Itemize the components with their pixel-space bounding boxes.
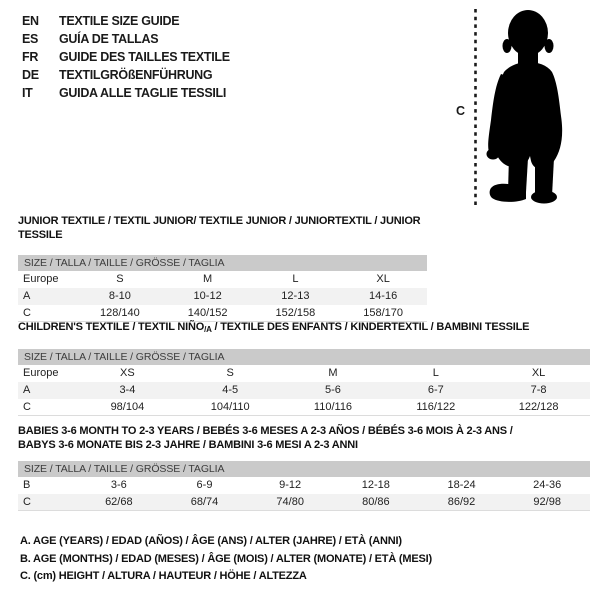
height-cell: 74/80: [276, 496, 304, 508]
size-header-bar: SIZE / TALLA / TAILLE / GRÖSSE / TAGLIA: [18, 461, 590, 477]
guide-title-it: GUIDA ALLE TAGLIE TESSILI: [59, 86, 227, 100]
age-cell: 8-10: [108, 290, 131, 302]
childrens-textile-table: [18, 320, 590, 416]
language-code: DE: [22, 68, 39, 82]
babies-textile-table: [18, 424, 590, 511]
junior-textile-table: [18, 214, 427, 322]
age-cell: 4-5: [222, 384, 239, 396]
row-label: Europe: [23, 367, 59, 379]
row-label: C: [23, 307, 31, 319]
guide-title-es: GUÍA DE TALLAS: [59, 32, 159, 46]
table-row-europe: [18, 271, 427, 288]
note-age-months: B. AGE (MONTHS) / EDAD (MESES) / ÂGE (MOIS) / ALTER (MONATE) / ETÀ (MESI): [20, 552, 432, 565]
size-cell: M: [328, 367, 338, 379]
language-code: EN: [22, 14, 39, 28]
row-label: A: [23, 290, 31, 302]
guide-title-de: TEXTILGRÖßENFÜHRUNG: [59, 68, 213, 82]
language-code: ES: [22, 32, 39, 46]
size-cell: XS: [120, 367, 135, 379]
guide-title-en: TEXTILE SIZE GUIDE: [59, 14, 180, 28]
table-row-age: [18, 382, 590, 399]
language-code: IT: [22, 86, 33, 100]
age-cell: 12-18: [361, 479, 390, 491]
table-row-age-months: [18, 477, 590, 494]
toddler-silhouette-icon: [484, 8, 568, 206]
note-height-cm: C. (cm) HEIGHT / ALTURA / HAUTEUR / HÖHE / ALTEZZA: [20, 570, 307, 582]
age-cell: 3-4: [119, 384, 136, 396]
language-code: FR: [22, 50, 39, 64]
language-row-en: [22, 12, 230, 30]
height-cell: 62/68: [105, 496, 133, 508]
note-age-years: A. AGE (YEARS) / EDAD (AÑOS) / ÂGE (ANS) / ALTER (JAHRE) / ETÀ (ANNI): [20, 535, 402, 547]
age-cell: 24-36: [533, 479, 562, 491]
age-cell: 5-6: [325, 384, 341, 396]
language-row-es: [22, 30, 230, 48]
babies-table-title-line2: BABYS 3-6 MONATE BIS 2-3 JAHRE / BAMBINI 3-6 MESI A 2-3 ANNI: [18, 439, 358, 451]
table-row-height: [18, 494, 590, 511]
title-part: / TEXTILE DES ENFANTS / KINDERTEXTIL / BAMBINI TESSILE: [211, 321, 530, 333]
row-label: B: [23, 479, 31, 491]
size-cell: M: [203, 273, 213, 285]
height-cell: 104/110: [210, 401, 250, 413]
title-subscript: /A: [204, 325, 212, 334]
age-cell: 12-13: [281, 290, 310, 302]
height-measure-dashed-line-icon: [473, 8, 478, 210]
row-label: A: [23, 384, 31, 396]
size-cell: XL: [531, 367, 546, 379]
age-cell: 18-24: [447, 479, 476, 491]
guide-title-fr: GUIDE DES TAILLES TEXTILE: [59, 50, 230, 64]
row-label: C: [23, 496, 31, 508]
size-cell: L: [292, 273, 299, 285]
table-row-height: [18, 399, 590, 416]
row-label: C: [23, 401, 31, 413]
height-cell: 152/158: [275, 307, 316, 319]
age-cell: 10-12: [193, 290, 222, 302]
childrens-table-title: [18, 320, 590, 337]
size-cell: S: [116, 273, 124, 285]
table-row-europe: [18, 365, 590, 382]
language-row-de: [22, 66, 230, 84]
size-cell: XL: [376, 273, 390, 285]
height-cell: 68/74: [190, 496, 219, 508]
legend-notes: [20, 533, 432, 586]
height-cell: 122/128: [518, 401, 559, 413]
junior-table-title: JUNIOR TEXTILE / TEXTIL JUNIOR/ TEXTILE JUNIOR / JUNIORTEXTIL / JUNIOR TESSILE: [18, 215, 421, 241]
age-cell: 14-16: [369, 290, 398, 302]
age-cell: 6-7: [427, 384, 444, 396]
size-header-bar: SIZE / TALLA / TAILLE / GRÖSSE / TAGLIA: [18, 255, 427, 271]
height-cell: 86/92: [447, 496, 476, 508]
age-cell: 9-12: [279, 479, 302, 491]
height-cell: 140/152: [187, 307, 228, 319]
height-cell: 92/98: [533, 496, 561, 508]
height-cell: 98/104: [110, 401, 145, 413]
babies-table-title-line1: BABIES 3-6 MONTH TO 2-3 YEARS / BEBÉS 3-6 MESES A 2-3 AÑOS / BÉBÉS 3-6 MOIS À 2-3 ANS /: [18, 425, 513, 437]
size-cell: L: [432, 367, 439, 379]
language-row-fr: [22, 48, 230, 66]
height-cell: 116/122: [416, 401, 456, 413]
language-title-block: [22, 12, 230, 102]
language-row-it: [22, 84, 230, 102]
age-cell: 3-6: [110, 479, 127, 491]
table-row-age: [18, 288, 427, 305]
age-cell: 7-8: [530, 384, 547, 396]
row-label: Europe: [23, 273, 59, 285]
height-cell: 158/170: [363, 307, 403, 319]
age-cell: 6-9: [196, 479, 213, 491]
title-part: CHILDREN'S TEXTILE / TEXTIL NIÑO: [18, 321, 205, 333]
size-cell: S: [226, 367, 234, 379]
height-measure-label: C: [456, 104, 466, 118]
height-cell: 128/140: [99, 307, 140, 319]
size-header-bar: SIZE / TALLA / TAILLE / GRÖSSE / TAGLIA: [18, 349, 590, 365]
height-cell: 80/86: [362, 496, 390, 508]
height-cell: 110/116: [313, 401, 353, 413]
